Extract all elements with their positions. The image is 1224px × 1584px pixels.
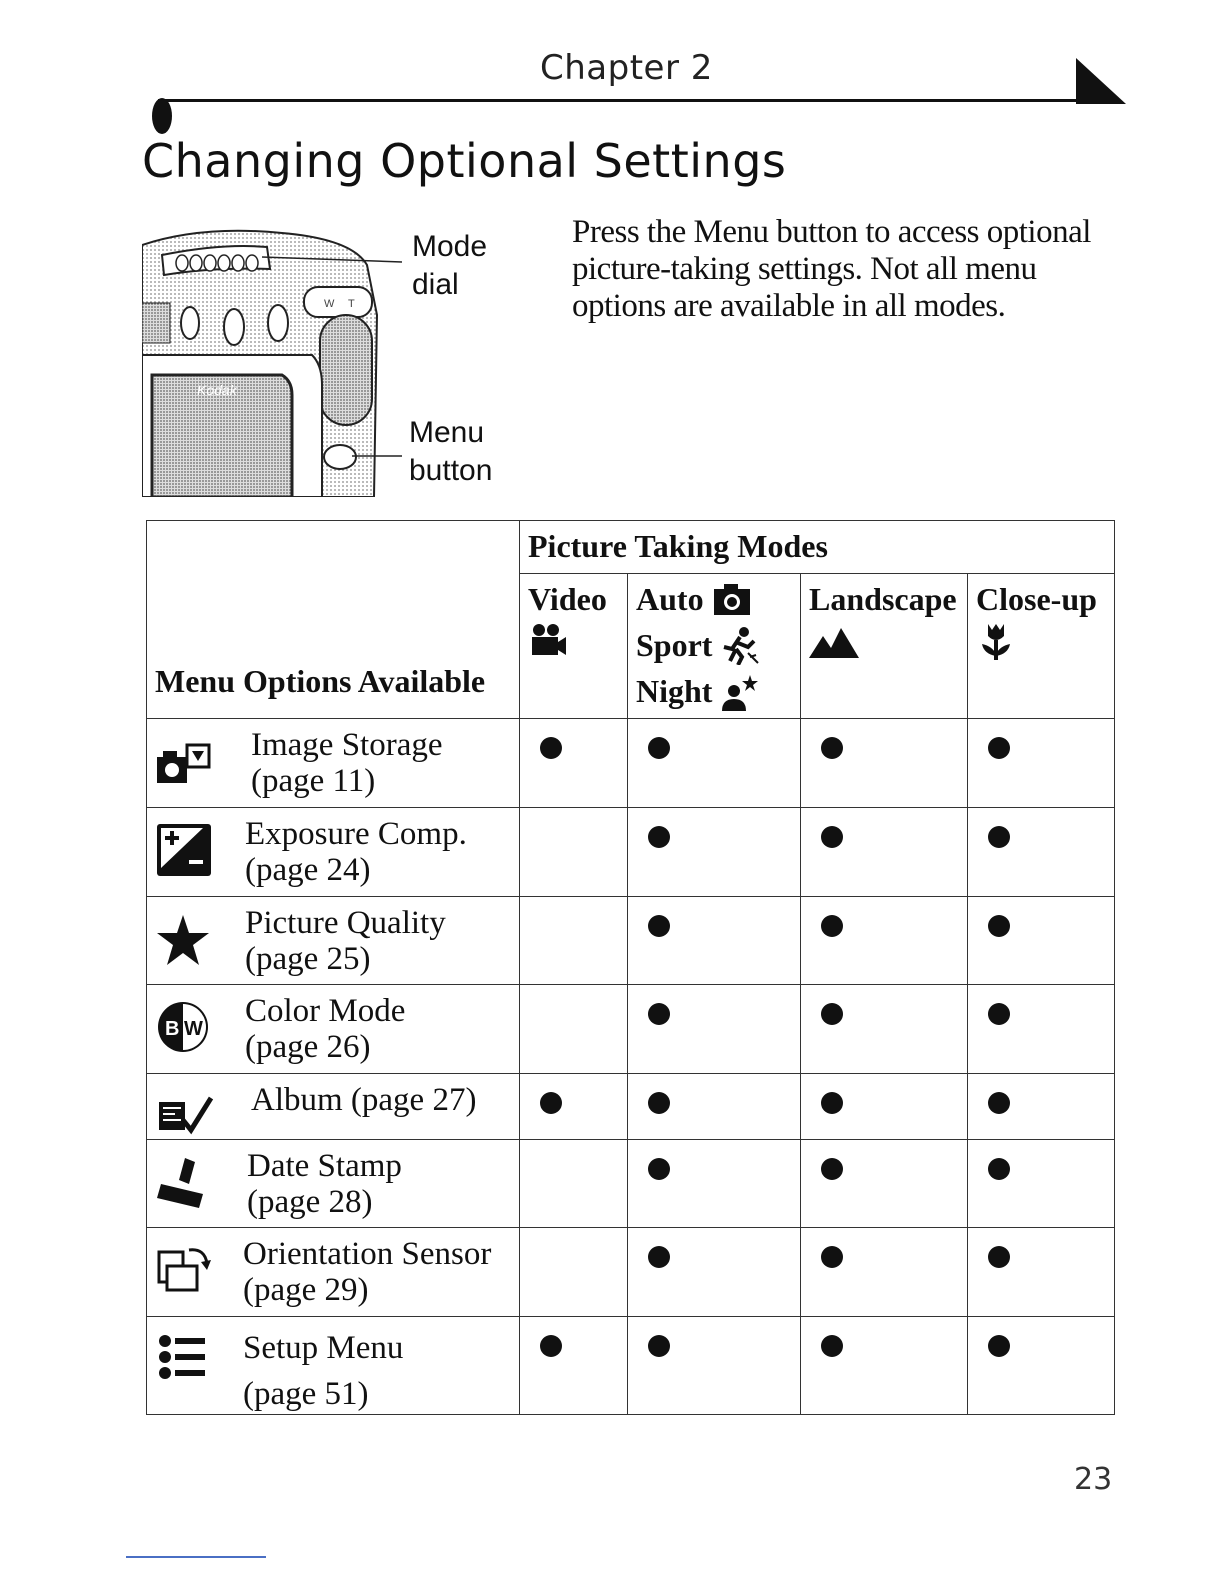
exposure-comp-icon [155,822,215,878]
option-text [251,1082,476,1118]
table-row [147,808,1115,897]
cell-closeup [968,1140,1115,1228]
option-name: Image Storage [251,727,443,763]
cell-video [520,808,628,897]
availability-dot [648,1158,670,1180]
option-text [245,993,405,1065]
mode-closeup-label: Close-up [976,581,1097,617]
cell-landscape [801,1140,968,1228]
option-text [243,1236,491,1308]
cell-closeup [968,985,1115,1074]
option-page: (page 26) [245,1029,371,1065]
cell-closeup [968,897,1115,985]
mode-auto-header [628,574,801,719]
availability-dot [988,915,1010,937]
mode-dial-label [412,228,522,304]
svg-text:T: T [348,298,355,310]
availability-dot [988,1092,1010,1114]
cell-auto [628,1140,801,1228]
cell-video [520,897,628,985]
cell-video [520,985,628,1074]
cell-auto [628,1074,801,1140]
option-text [247,1148,402,1220]
cell-landscape [801,985,968,1074]
option-page: (page 24) [245,852,371,888]
option-cell [147,1228,520,1317]
cell-landscape [801,1317,968,1415]
svg-text:Kodak: Kodak [197,382,237,398]
availability-dot [648,1003,670,1025]
svg-text:W: W [184,1018,203,1040]
option-cell [147,1140,520,1228]
availability-dot [988,1003,1010,1025]
table-row [147,1228,1115,1317]
option-name: Picture Quality [245,905,446,941]
cell-auto [628,808,801,897]
svg-text:W: W [324,298,335,310]
option-page: (page 51) [243,1376,369,1412]
tulip-icon [976,622,1016,662]
image-storage-icon [155,733,215,789]
cell-landscape [801,897,968,985]
cell-video [520,1074,628,1140]
option-text [243,1325,403,1417]
cell-landscape [801,1228,968,1317]
availability-dot [648,826,670,848]
mode-closeup-header [968,574,1115,719]
cell-auto [628,1317,801,1415]
availability-dot [648,1335,670,1357]
availability-dot [988,737,1010,759]
availability-dot [540,1092,562,1114]
option-name: Setup Menu [243,1330,404,1366]
option-name: Color Mode [245,993,406,1029]
mode-video-header [520,574,628,719]
option-page: (page 28) [247,1184,373,1220]
availability-dot [988,1246,1010,1268]
camera-illustration [142,225,402,497]
night-portrait-icon [720,671,760,711]
table-row [147,1074,1115,1140]
cell-closeup [968,719,1115,808]
sport-runner-icon [720,625,760,665]
header-rule [158,99,1098,102]
availability-dot [540,1335,562,1357]
mode-dial-label-line1: Mode [412,230,488,263]
cell-video [520,1140,628,1228]
mode-landscape-header [801,574,968,719]
option-name: Date Stamp [247,1148,402,1184]
menu-button-label [409,414,519,490]
mode-auto [636,576,800,622]
option-cell [147,719,520,808]
camera-icon [712,579,752,619]
setup-menu-icon [155,1331,215,1387]
cell-auto [628,897,801,985]
cell-video [520,1317,628,1415]
color-mode-icon [155,999,215,1055]
cell-landscape [801,808,968,897]
cell-auto [628,985,801,1074]
option-cell [147,1074,520,1140]
cell-closeup [968,1228,1115,1317]
availability-dot [821,737,843,759]
option-text [245,816,467,888]
table-row [147,1317,1115,1415]
mode-landscape-label: Landscape [809,581,957,617]
mode-dial-label-line2: dial [412,268,459,301]
table-row [147,1140,1115,1228]
cell-landscape [801,1074,968,1140]
cell-closeup [968,808,1115,897]
row-header: Menu Options Available [147,521,520,719]
option-cell [147,808,520,897]
intro-paragraph: Press the Menu button to access optional picture-taking settings. Not all menu options are available in all modes. [572,214,1091,324]
svg-text:B: B [165,1018,180,1040]
availability-dot [821,1092,843,1114]
availability-dot [821,1158,843,1180]
option-name: Exposure Comp. [245,816,467,852]
option-text [251,727,443,799]
availability-dot [821,915,843,937]
table-row [147,985,1115,1074]
album-icon [155,1084,215,1140]
option-name: Album (page 27) [251,1082,477,1118]
availability-dot [821,1246,843,1268]
modes-group-header: Picture Taking Modes [520,521,1115,574]
option-page: (page 29) [243,1272,369,1308]
chapter-label: Chapter 2 [540,48,713,88]
availability-dot [648,1092,670,1114]
availability-dot [988,1158,1010,1180]
cell-auto [628,719,801,808]
cell-closeup [968,1074,1115,1140]
menu-button-label-line2: button [409,454,493,487]
menu-button-label-line1: Menu [409,416,485,449]
cell-closeup [968,1317,1115,1415]
mode-auto-label: Auto [636,581,704,617]
option-name: Orientation Sensor [243,1236,492,1272]
cell-auto [628,1228,801,1317]
header-rule-arrow [1076,58,1126,104]
mode-video-label: Video [528,581,607,617]
date-stamp-icon [155,1154,215,1210]
availability-dot [821,826,843,848]
option-text [245,905,446,977]
option-page: (page 11) [251,763,376,799]
page-title: Changing Optional Settings [142,134,787,188]
footer-line [126,1556,266,1558]
table-row [147,897,1115,985]
cell-video [520,1228,628,1317]
mode-night [636,668,800,714]
option-cell [147,985,520,1074]
mountains-icon [809,622,859,662]
video-camera-icon [528,622,568,662]
availability-dot [821,1003,843,1025]
availability-dot [648,915,670,937]
option-cell [147,897,520,985]
option-page: (page 25) [245,941,371,977]
availability-dot [648,1246,670,1268]
page-number: 23 [1074,1462,1113,1497]
availability-dot [648,737,670,759]
star-icon [155,911,215,967]
mode-night-label: Night [636,673,713,709]
mode-sport [636,622,800,668]
cell-landscape [801,719,968,808]
option-cell [147,1317,520,1415]
availability-dot [988,826,1010,848]
header-rule-dot [152,98,172,134]
menu-options-table [146,520,1115,1415]
cell-video [520,719,628,808]
availability-dot [540,737,562,759]
table-row [147,719,1115,808]
mode-sport-label: Sport [636,627,713,663]
availability-dot [988,1335,1010,1357]
availability-dot [821,1335,843,1357]
orientation-sensor-icon [155,1242,215,1298]
